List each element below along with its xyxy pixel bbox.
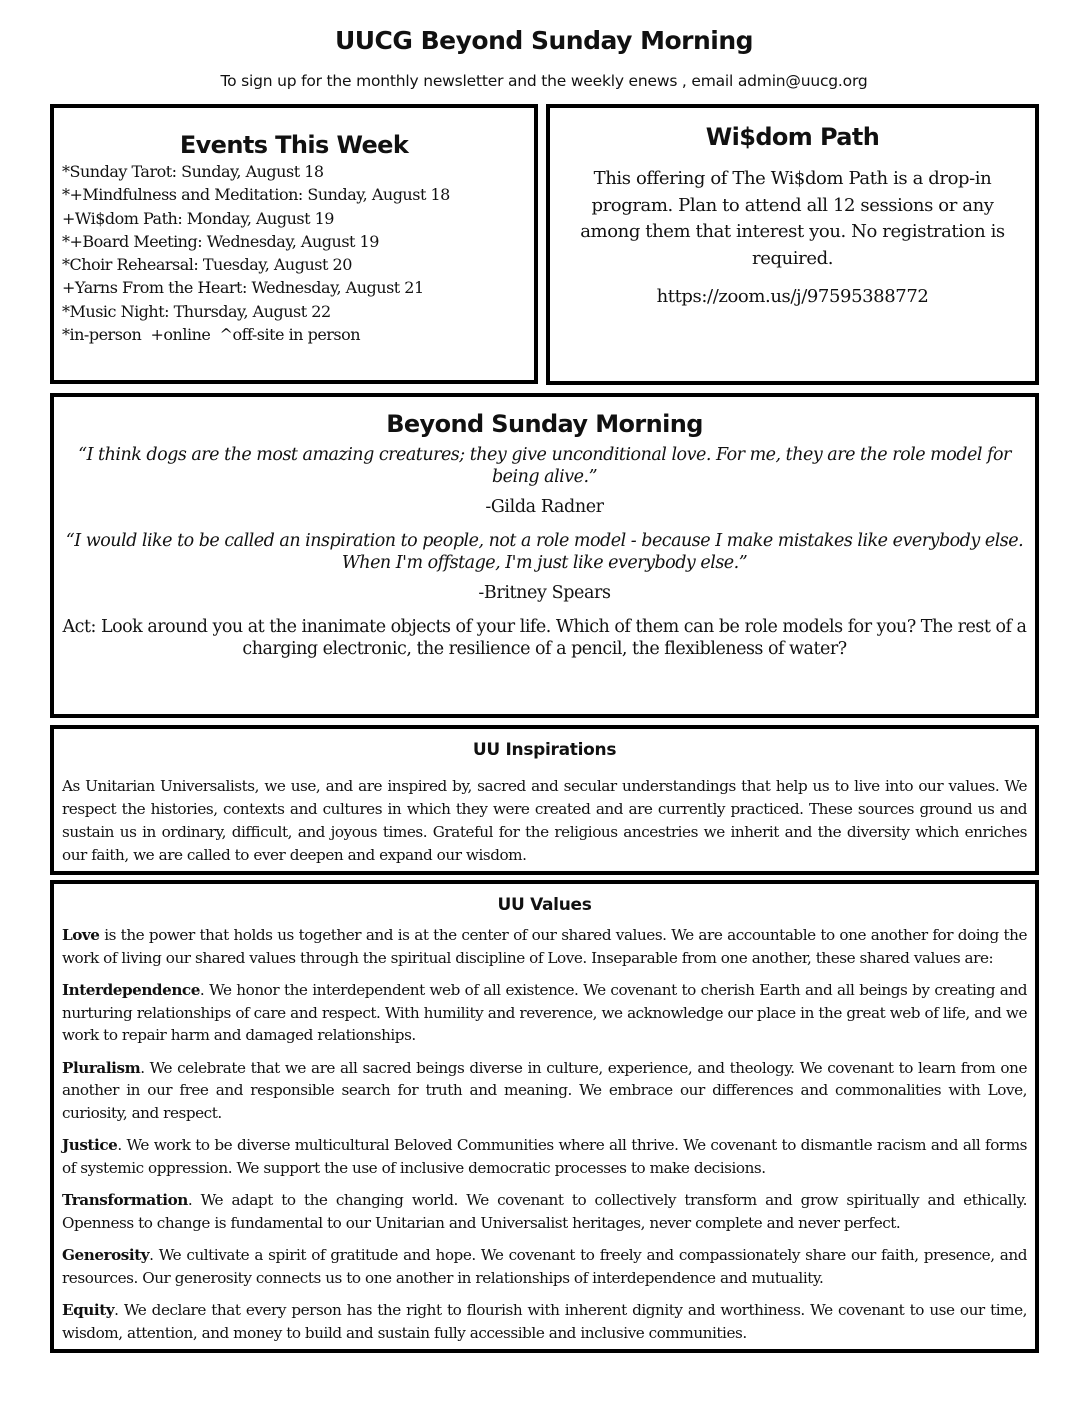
event-legend: *in-person +online ^off-site in person bbox=[62, 325, 361, 345]
values-heading: UU Values bbox=[497, 895, 592, 915]
value-text: . We adapt to the changing world. We covenant to collectively transform and grow spiritually and ethically. Openness to change is fundamental to our Unitarian and Universalist heritages, never complete and never perfect. bbox=[62, 1191, 1027, 1232]
act-prompt: Act: Look around you at the inanimate objects of your life. Which of them can be role models for you? The rest of a charging electronic, the resilience of a pencil, the flexibleness of water? bbox=[62, 617, 1027, 659]
bsm-heading: Beyond Sunday Morning bbox=[386, 410, 703, 438]
value-text: . We cultivate a spirit of gratitude and hope. We covenant to freely and compassionately share our faith, presence, and resources. Our generosity connects us to one another in relationships of interdependence and mutuality. bbox=[62, 1246, 1027, 1287]
event-item: +Wi$dom Path: Monday, August 19 bbox=[62, 208, 334, 228]
event-item: *+Mindfulness and Meditation: Sunday, August 18 bbox=[62, 185, 450, 205]
events-heading: Events This Week bbox=[179, 131, 409, 159]
value-love bbox=[62, 924, 1027, 969]
value-text: . We work to be diverse multicultural Beloved Communities where all thrive. We covenant to dismantle racism and all forms of systemic oppression. We support the use of inclusive democratic processes to make decisions. bbox=[62, 1136, 1027, 1177]
uu-inspirations-panel bbox=[50, 725, 1039, 875]
uu-values-panel bbox=[50, 880, 1039, 1353]
quote-britney-spears: “I would like to be called an inspiration to people, not a role model - because I make mistakes like everybody else. When I'm offstage, I'm just like everybody else.” bbox=[65, 531, 1024, 573]
value-term: Pluralism bbox=[62, 1058, 141, 1077]
value-term: Love bbox=[62, 926, 100, 944]
value-term: Justice bbox=[62, 1136, 118, 1154]
beyond-sunday-morning-panel bbox=[50, 393, 1039, 718]
newsletter-signup-note: To sign up for the monthly newsletter and the weekly enews , email admin@uucg.org bbox=[220, 72, 868, 90]
events-list bbox=[62, 160, 526, 346]
value-justice bbox=[62, 1134, 1027, 1179]
event-item: *Music Night: Thursday, August 22 bbox=[62, 301, 331, 321]
value-term: Interdependence bbox=[62, 981, 200, 999]
value-term: Equity bbox=[62, 1301, 115, 1319]
wisdom-path-panel bbox=[546, 104, 1039, 385]
value-pluralism bbox=[62, 1057, 1027, 1125]
quote-attribution: -Gilda Radner bbox=[485, 497, 604, 517]
event-item: *+Board Meeting: Wednesday, August 19 bbox=[62, 231, 379, 251]
value-text: . We honor the interdependent web of all existence. We covenant to cherish Earth and all beings by creating and nurturing relationships of care and respect. With humility and reverence, we acknowledge our place in the great web of life, and we work to repair harm and damaged relationships. bbox=[62, 981, 1027, 1044]
value-text: . We celebrate that we are all sacred beings diverse in culture, experience, and theology. We covenant to learn from one another in our free and responsible search for truth and meaning. We embrace our differences and commonalities with Love, curiosity, and respect. bbox=[62, 1058, 1027, 1122]
wisdom-description: This offering of The Wi$dom Path is a drop-in program. Plan to attend all 12 sessions or any among them that interest you. No registration is required. bbox=[580, 168, 1005, 269]
event-item: +Yarns From the Heart: Wednesday, August 21 bbox=[62, 278, 424, 298]
quote-gilda-radner: “I think dogs are the most amazing creatures; they give unconditional love. For me, they are the role model for being alive.” bbox=[78, 445, 1011, 487]
value-equity bbox=[62, 1299, 1027, 1344]
events-this-week-panel bbox=[50, 104, 538, 384]
wisdom-heading: Wi$dom Path bbox=[705, 123, 880, 151]
inspirations-body: As Unitarian Universalists, we use, and are inspired by, sacred and secular understandings that help us to live into our values. We respect the histories, contexts and cultures in which they were created and are currently practiced. These sources ground us and sustain us in ordinary, difficult, and joyous times. Grateful for the religious ancestries we inherit and the diversity which enriches our faith, we are called to ever deepen and expand our wisdom. bbox=[62, 777, 1027, 864]
value-text: is the power that holds us together and is at the center of our shared values. We are accountable to one another for doing the work of living our shared values through the spiritual discipline of Love. Inseparable from one another, these shared values are: bbox=[62, 926, 1027, 967]
event-item: *Choir Rehearsal: Tuesday, August 20 bbox=[62, 255, 352, 275]
value-transformation bbox=[62, 1189, 1027, 1234]
value-generosity bbox=[62, 1244, 1027, 1289]
event-item: *Sunday Tarot: Sunday, August 18 bbox=[62, 162, 324, 181]
value-term: Generosity bbox=[62, 1246, 150, 1264]
zoom-link[interactable]: https://zoom.us/j/97595388772 bbox=[656, 286, 929, 307]
quote-attribution: -Britney Spears bbox=[478, 583, 611, 603]
value-interdependence bbox=[62, 979, 1027, 1047]
value-term: Transformation bbox=[62, 1191, 188, 1209]
inspirations-heading: UU Inspirations bbox=[472, 740, 617, 760]
value-text: . We declare that every person has the right to flourish with inherent dignity and worthiness. We covenant to use our time, wisdom, attention, and money to build and sustain fully accessible and inclusive communities. bbox=[62, 1301, 1027, 1342]
page-title: UUCG Beyond Sunday Morning bbox=[334, 26, 754, 55]
